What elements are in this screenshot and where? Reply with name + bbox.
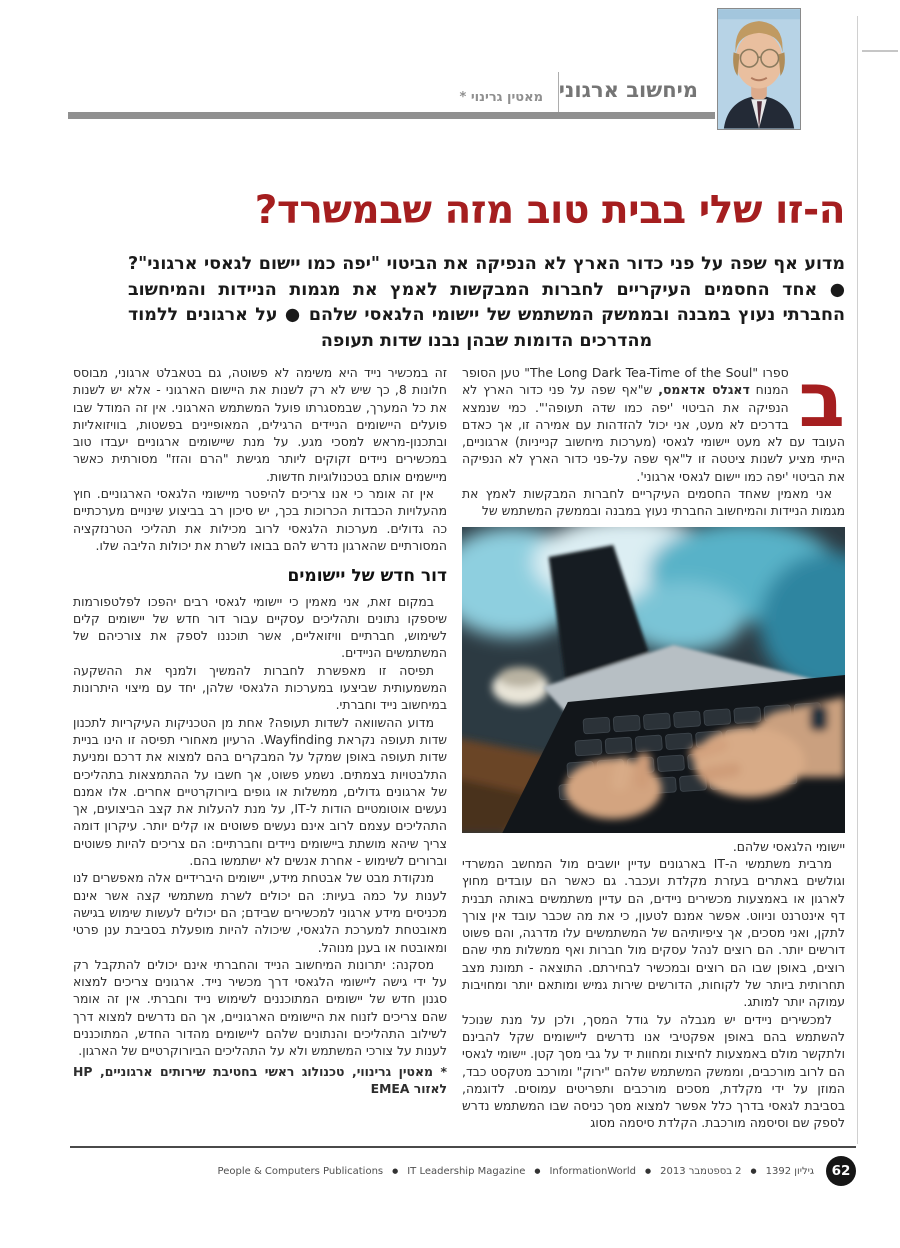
- author-photo: [717, 8, 801, 130]
- paragraph: זה במכשיר נייד היא משימה לא פשוטה, גם בטאבלט ארגוני, מבוסס חלונות 8, כך שיש לא רק לשנות את היישום הארגוני - אלא יש לשנות את כל המערך, שבמסגרתו פועל המשתמש הארגוני. אין זה המודל שבו פועלים היישומים הניידים הרגילים, המאופיינים בפשטות, בוויזואליות ובתכנון-מראש למסכי מגע. על מנת שיישומים ארגוניים יעבדו טוב במכשירים ניידים זקוקים ליותר מגישת "הרם והזז" מסורתית כאשר מיישמים אותם בטכנולוגיות חדשות.: [73, 365, 447, 484]
- footer-rule: [70, 1146, 856, 1148]
- top-right-crop-mark: [862, 50, 898, 52]
- footer-bullet-icon: ●: [645, 1167, 652, 1175]
- paragraph: תפיסה זו מאפשרת לחברות להמשיך ולמנף את ההשקעה המשמעותית שביצעו במערכות הלגאסי שלהן, יחד עם מיצוי היתרונות במיחשוב נייד וחברתי.: [73, 662, 447, 713]
- page-number-badge: 62: [826, 1156, 856, 1186]
- paragraph: מדוע ההשוואה לשדות תעופה? אחת מן הטכניקות העיקריות לתכנון שדות תעופה נקראת Wayfinding. הרעיון מאחורי תפיסה זו הינו בניית שדות תעופה באופן שמקל על המבקרים בהם למצוא את דרכם ומניעת התלבטויות בצמתים. נשמע פשוט, אך חשבו על ההתמצאות בתהליכים של ארגונים גדולים, ממשלות או גופים ביורוקרטיים אחרים. אלו אמנם נעשים אוטומטיים הודות ל-IT, על מנת להעלות את קצב הביצועים, אך התהליכים עצמם לרוב אינם נעשים פשוטים או קלים יותר. עיקרון דומה צריך שיהא מושתת ביישומים ניידים וחברתיים: הם צריכים להיות פשוטים וברורים לשימוש - אחרת אנשים לא ישתמשו בהם.: [73, 714, 447, 869]
- column-right: [462, 355, 845, 1132]
- laptop-typing-illustration: [462, 527, 845, 833]
- paragraph: אין זה אומר כי אנו צריכים להיפטר מיישומי הלגאסי הארגוניים. חוץ מהעלויות הכבדות הכרוכות בכך, יש סיכון רב בביצוע שינויים מערכתיים כה גדולים. מערכות הלגאסי לרוב מכילות את תהליכי הטרנזקציה המסורתיים שהארגון נדרש להם בבואו לשרת את יכולות הליבה שלו.: [73, 486, 447, 553]
- paragraph-text: ש"אף שפה על פני כדור הארץ לא הנפיקה את הביטוי 'יפה כמו שדה תעופה'". כמי שנמצא בדרכים לא מעט, אני יכול להזדהות עם אמירה זו, אך כאדם העובד עם לא מעט יישומי לגאסי (מערכות מיחשוב קנייניות) ארגוניים, הייתי מציע לשנות ציטטה זו ל"אף שפה על-פני כדור הארץ לא הנפיקה את הביטוי 'יפה כמו יישום לגאסי ארגוני'.: [462, 382, 845, 484]
- footer-issue: גיליון 1392: [765, 1165, 814, 1177]
- page-right-rule: [857, 16, 858, 1144]
- author-byline: מאטין גרינוי *: [459, 90, 543, 105]
- article-photo: [462, 527, 845, 833]
- paragraph: אני מאמין שאחד החסמים העיקריים לחברות המבקשות לאמץ את מגמות הניידות והמיחשוב החברתי נעוץ במבנה ובממשק המשתמש של: [462, 486, 845, 519]
- header-rule-bar: [68, 112, 715, 119]
- author-portrait-illustration: [718, 9, 800, 129]
- subheadline: מדוע אף שפה על פני כדור הארץ לא הנפיקה את הביטוי "יפה כמו יישום לגאסי ארגוני"? ● אחד החסמים העיקריים לחברות המבקשות לאמץ את מגמות הניידות והמיחשוב החברתי נעוץ במבנה ובממשק המשתמש של יישומי הלגאסי שלהם ● על ארגונים ללמוד מהדרכים הדומות שבהן נבנו שדות תעופה: [128, 254, 845, 351]
- footer-bullet-icon: ●: [392, 1167, 399, 1175]
- paragraph: מסקנה: יתרונות המיחשוב הנייד והחברתי אינם יכולים להתקבל רק על ידי גישה ליישומי הלגאסי דרך מכשיר נייד. ארגונים צריכים למצוא סגנון חדש של יישומים המתוכננים לשימוש נייד וחברתי. אין זה אומר שהם צריכים לזנוח את היישומים הארגוניים, אך הם נדרשים למצוא דרך לשילוב התהליכים והנתונים שלהם ליישומים מהדור החדש, המתוכננים לענות על צורכי המשתמש ולא על התהליכים הביורוקרטיים של הארגון.: [73, 956, 447, 1059]
- paragraph: מרבית משתמשי ה-IT בארגונים עדיין יושבים מול המחשב המשרדי וגולשים באתרים בעזרת מקלדת ועכבר. גם כאשר הם עובדים מחוץ לארגון או באמצעות מכשירים ניידים, הם עדיין משתמשים באותה תבנית דף אינטרנט וניווט. אפשר אמנם לטעון, כי את מה שכבר עובד אין צורך לתקן, ואני מסכים, אך ציפיותיהם של המשתמשים עלו מדרגה, והם פשוט דורשים יותר. הם רוצים לנהל עסקים מול חברות ואף ממשלות מתי שהם רוצים, באופן שבו הם רוצים ובמכשיר לבחירתם. התוצאה - תמונת מצב תחרותית ביותר של לקוחות, הדורשים שירות גמיש ומותאם יותר ומחויבות עמוקה יותר למותג.: [462, 855, 845, 1010]
- section-subheading: דור חדש של יישומים: [287, 566, 447, 587]
- footer-magazine: IT Leadership Magazine: [407, 1165, 526, 1177]
- paragraph-text: ספרו "The Long Dark Tea-Time of the Soul" טען הסופר המנוח: [462, 365, 789, 398]
- author-footnote: * מאטין גרינווי, טכנולוג ראשי בחטיבת שירותים ארגוניים, HP לאזור EMEA: [73, 1063, 447, 1096]
- footer-bullet-icon: ●: [750, 1167, 757, 1175]
- paragraph: מנקודת מבט של אבטחת מידע, יישומים היברידיים אלה מאפשרים לנו לענות על כמה בעיות: הם יכולים לשרת משתמשי קצה אשר אינם מכניסים מידע ארגוני למכשירים שבידם; הם יכולים לעשות שימוש בגישה מאובטחת למערכת הלגאסי, שיכולה להיות מופעלת בסביבת ענן פרטי ומאובטח או בענן מנוהל.: [73, 870, 447, 955]
- section-label: מיחשוב ארגוני: [558, 78, 698, 102]
- footer-date: 2 בספטמבר 2013: [660, 1165, 742, 1177]
- footer-bullet-icon: ●: [534, 1167, 541, 1175]
- column-left: [73, 364, 447, 1132]
- author-name-bold: דאגלס אדאמס,: [658, 382, 750, 398]
- footer-brand: InformationWorld: [549, 1165, 637, 1177]
- intro-paragraph: [462, 355, 845, 485]
- footer: [70, 1156, 856, 1186]
- paragraph: יישומי הלגאסי שלהם.: [732, 838, 845, 854]
- header-divider: [558, 72, 559, 114]
- paragraph: למכשירים ניידים יש מגבלה על גודל המסך, ולכן על מנת שנוכל להשתמש בהם באופן אפקטיבי אנו נדרשים ליישומים שקל להבינם ולתקשר מולם באמצעות לחיצות ומחוות יד על גבי מסך קטן. יישומי לגאסי הם לרוב מורכבים, וממשק המשתמש שלהם "ירוק" ומורכב מטקסט כבד, המוזן על ידי מקלדת, מסכים מורכבים ותפריטים עמוסים. לדוגמה, בסביבת לגאסי בדרך כלל אפשר למצוא מסך כניסה שבו המשתמש נדרש לספק שם וסיסמה מורכבת. הקלדת סיסמה מסוג: [462, 1011, 845, 1131]
- footer-publisher: People & Computers Publications: [217, 1165, 384, 1177]
- article-body: [73, 355, 845, 1132]
- paragraph: במקום זאת, אני מאמין כי יישומי לגאסי רבים יהפכו לפלטפורמות שיספקו נתונים ותהליכים עסקיים עבור דור חדש של יישומים קלים לשימוש, חברתיים וויזואליים, אשר תוכננו לספק את צורכיהם של המשתמשים הניידים.: [73, 593, 447, 661]
- page-title: ה-זו שלי בבית טוב מזה שבמשרד?: [254, 188, 845, 233]
- dropcap: ב: [798, 355, 845, 444]
